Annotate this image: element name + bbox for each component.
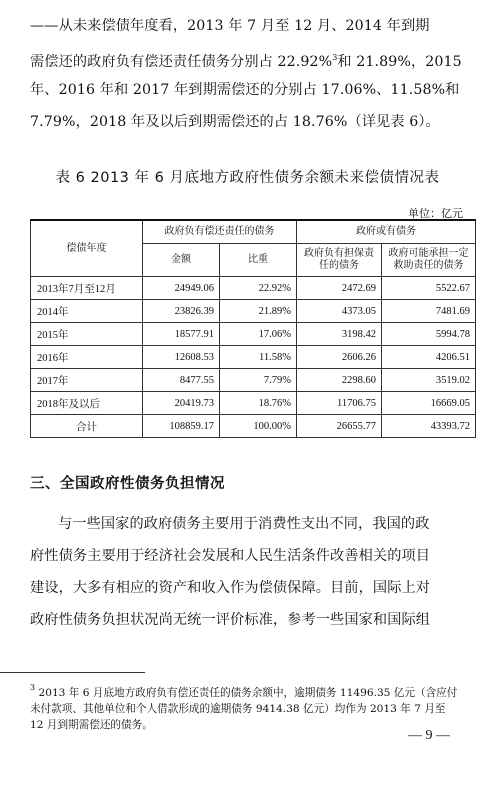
cell-guarantee: 2606.26 bbox=[297, 346, 382, 369]
header-contingent-debt: 政府或有债务 bbox=[297, 220, 476, 244]
cell-year: 2014年 bbox=[31, 300, 143, 323]
cell-guarantee: 2298.60 bbox=[297, 369, 382, 392]
table-row bbox=[31, 300, 476, 323]
table-row bbox=[31, 323, 476, 346]
table-row bbox=[31, 346, 476, 369]
debt-repayment-table bbox=[30, 219, 476, 438]
cell-rescue: 16669.05 bbox=[382, 392, 476, 415]
cell-ratio: 100.00% bbox=[220, 415, 297, 438]
cell-rescue: 43393.72 bbox=[382, 415, 476, 438]
cell-amount: 24949.06 bbox=[143, 277, 220, 300]
cell-ratio: 17.06% bbox=[220, 323, 297, 346]
page-number: — 9 — bbox=[408, 728, 450, 743]
footnote-marker: 3 bbox=[30, 683, 36, 692]
footnote-reference[interactable]: 3 bbox=[332, 53, 338, 62]
footnote-line: 12 月到期需偿还的债务。 bbox=[30, 719, 153, 731]
cell-year: 2015年 bbox=[31, 323, 143, 346]
paragraph-line: ——从未来偿债年度看，2013 年 7 月至 12 月、2014 年到期 bbox=[30, 18, 430, 34]
paragraph-line: 需偿还的政府负有偿还责任债务分别占 22.92%$^3$和 21.89%，2015 bbox=[30, 53, 462, 70]
cell-year: 2018年及以后 bbox=[31, 392, 143, 415]
footnote-line: 未付款项、其他单位和个人借款形成的逾期债务 9414.38 亿元）均作为 2013 年 7 月至 bbox=[30, 703, 446, 715]
cell-amount: 20419.73 bbox=[143, 392, 220, 415]
cell-year: 2013年7月至12月 bbox=[31, 277, 143, 300]
body-paragraph-1 bbox=[30, 10, 472, 138]
header-ratio: 比重 bbox=[220, 244, 297, 277]
paragraph-line: 年、2016 年和 2017 年到期需偿还的分别占 17.06%、11.58%和 bbox=[30, 82, 460, 98]
cell-ratio: 22.92% bbox=[220, 277, 297, 300]
cell-guarantee: 2472.69 bbox=[297, 277, 382, 300]
paragraph-line: 建设，大多有相应的资产和收入作为偿债保障。目前，国际上对 bbox=[30, 580, 431, 596]
cell-rescue: 5522.67 bbox=[382, 277, 476, 300]
cell-rescue: 5994.78 bbox=[382, 323, 476, 346]
paragraph-line: 7.79%，2018 年及以后到期需偿还的占 18.76%（详见表 6）。 bbox=[30, 114, 440, 130]
cell-rescue: 3519.02 bbox=[382, 369, 476, 392]
paragraph-line: 府性债务主要用于经济社会发展和人民生活条件改善相关的项目 bbox=[30, 548, 431, 564]
paragraph-line: 与一些国家的政府债务主要用于消费性支出不同，我国的政 bbox=[58, 516, 430, 532]
table-unit-label: 单位：亿元 bbox=[408, 207, 463, 220]
cell-guarantee: 11706.75 bbox=[297, 392, 382, 415]
cell-amount: 18577.91 bbox=[143, 323, 220, 346]
cell-guarantee: 4373.05 bbox=[297, 300, 382, 323]
cell-ratio: 18.76% bbox=[220, 392, 297, 415]
cell-amount: 12608.53 bbox=[143, 346, 220, 369]
body-paragraph-2 bbox=[30, 508, 472, 636]
header-amount: 金额 bbox=[143, 244, 220, 277]
footnote bbox=[0, 680, 478, 733]
table-row bbox=[31, 369, 476, 392]
table-total-row bbox=[31, 415, 476, 438]
footnote-line: $^3$ 2013 年 6 月底地方政府负有偿还责任的债务余额中，逾期债务 11496.35 亿元（含应付 bbox=[30, 683, 458, 699]
header-year: 偿债年度 bbox=[31, 220, 143, 277]
footnote-divider bbox=[0, 672, 145, 673]
cell-guarantee: 26655.77 bbox=[297, 415, 382, 438]
cell-ratio: 7.79% bbox=[220, 369, 297, 392]
cell-ratio: 11.58% bbox=[220, 346, 297, 369]
header-rescue: 政府可能承担一定救助责任的债务 bbox=[382, 244, 476, 277]
table-row bbox=[31, 277, 476, 300]
paragraph-line: 政府性债务负担状况尚无统一评价标准，参考一些国家和国际组 bbox=[30, 612, 431, 628]
cell-ratio: 21.89% bbox=[220, 300, 297, 323]
table-caption: 表 6 2013 年 6 月底地方政府性债务余额未来偿债情况表 bbox=[55, 170, 440, 186]
cell-rescue: 4206.51 bbox=[382, 346, 476, 369]
section-heading: 三、全国政府性债务负担情况 bbox=[30, 476, 225, 492]
cell-guarantee: 3198.42 bbox=[297, 323, 382, 346]
cell-amount: 23826.39 bbox=[143, 300, 220, 323]
cell-year: 2016年 bbox=[31, 346, 143, 369]
table-row bbox=[31, 392, 476, 415]
header-liability-debt: 政府负有偿还责任的债务 bbox=[143, 220, 297, 244]
cell-year: 2017年 bbox=[31, 369, 143, 392]
cell-rescue: 7481.69 bbox=[382, 300, 476, 323]
cell-amount: 108859.17 bbox=[143, 415, 220, 438]
header-guarantee: 政府负有担保责任的债务 bbox=[297, 244, 382, 277]
cell-amount: 8477.55 bbox=[143, 369, 220, 392]
cell-total-label: 合计 bbox=[31, 415, 143, 438]
